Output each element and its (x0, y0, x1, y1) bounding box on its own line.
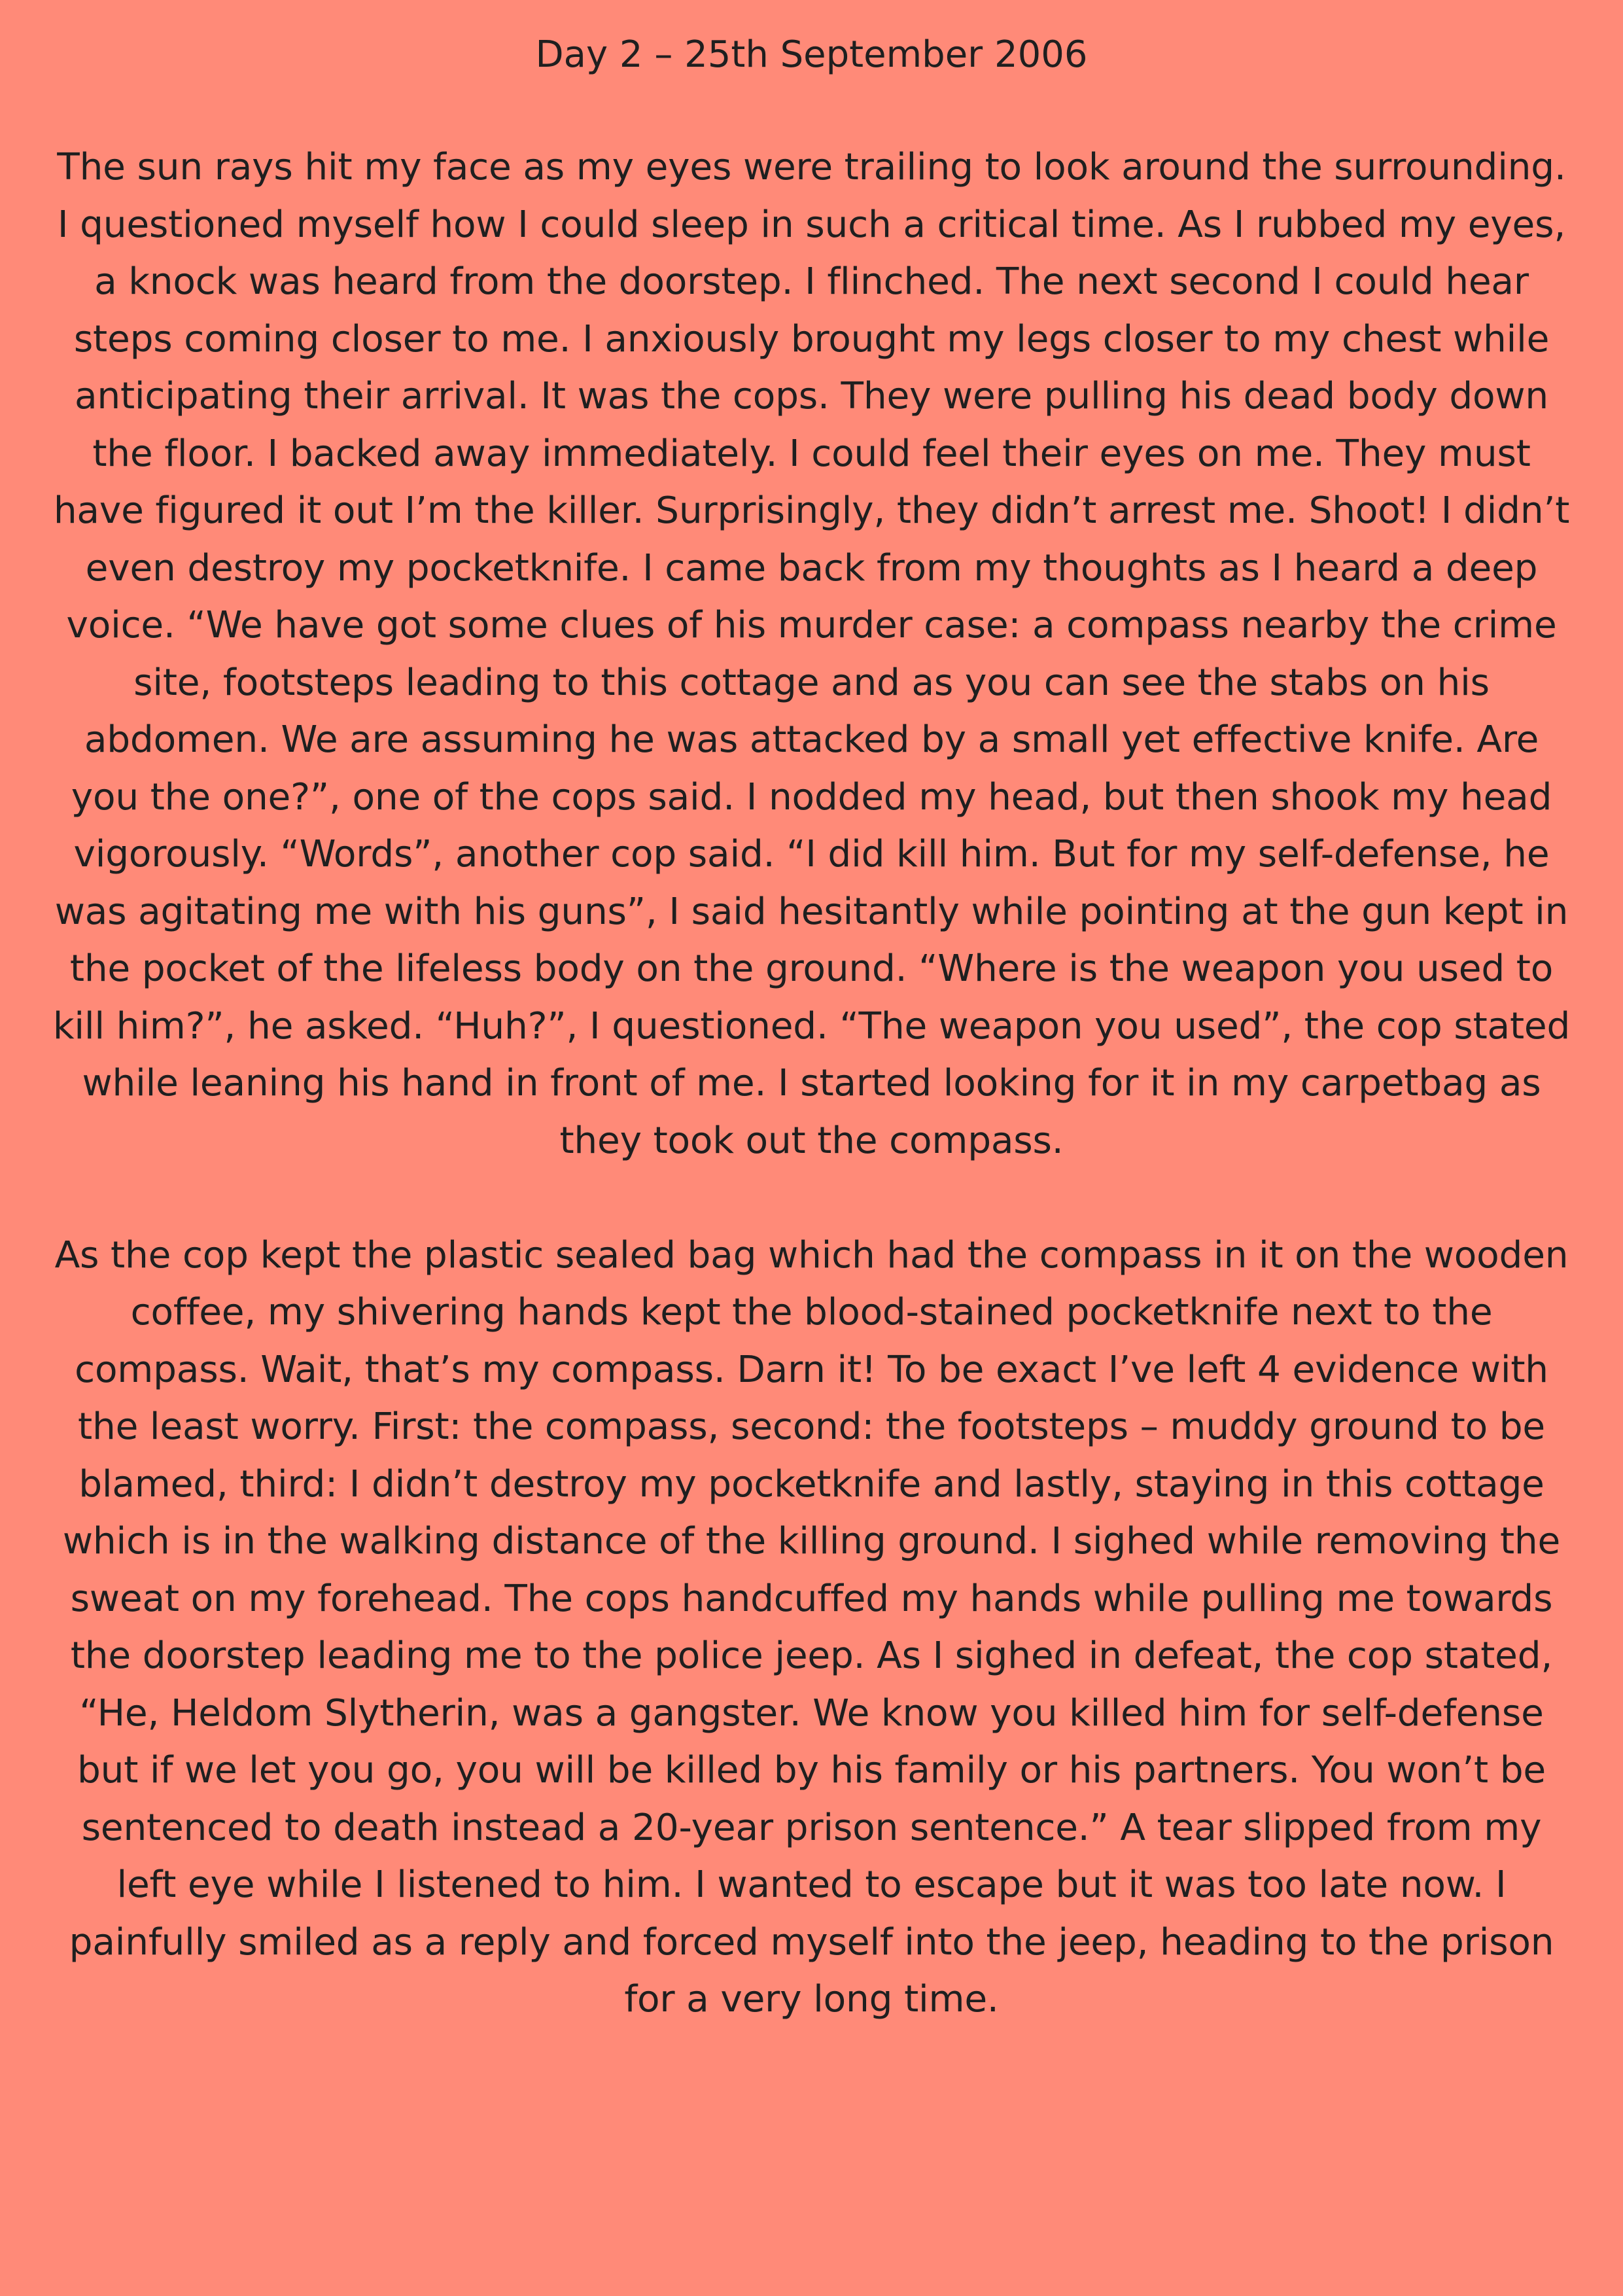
story-paragraph-2: As the cop kept the plastic sealed bag which had the compass in it on the wooden coffee, my shivering hands kept the blood-stained pocketknife next to the compass. Wait, that’s my compass. Darn it! To be exact I’ve left 4 evidence with the least worry. First: the compass, second: the footsteps – muddy ground to be blamed, third: I didn’t destroy my pocketknife and lastly, staying in this cottage which is in the walking distance of the killing ground. I sighed while removing the sweat on my forehead. The cops handcuffed my hands while pulling me towards the doorstep leading me to the police jeep. As I sighed in defeat, the cop stated, “He, Heldom Slytherin, was a gangster. We know you killed him for self-defense but if we let you go, you will be killed by his family or his partners. You won’t be sentenced to death instead a 20-year prison sentence.” A tear slipped from my left eye while I listened to him. I wanted to escape but it was too late now. I painfully smiled as a reply and forced myself into the jeep, heading to the prison for a very long time. (54, 1233, 1569, 2021)
page-title: Day 2 – 25th September 2006 (535, 33, 1088, 76)
story-paragraph-1: The sun rays hit my face as my eyes were trailing to look around the surrounding. I questioned myself how I could sleep in such a critical time. As I rubbed my eyes, a knock was heard from the doorstep. I flinched. The next second I could hear steps coming closer to me. I anxiously brought my legs closer to my chest while anticipating their arrival. It was the cops. They were pulling his dead body down the floor. I backed away immediately. I could feel their eyes on me. They must have figured it out I’m the killer. Surprisingly, they didn’t arrest me. Shoot! I didn’t even destroy my pocketknife. I came back from my thoughts as I heard a deep voice. “We have got some clues of his murder case: a compass nearby the crime site, footsteps leading to this cottage and as you can see the stabs on his abdomen. We are assuming he was attacked by a small yet effective knife. Are you the one?”, one of the cops said. I nodded my head, but then shook my head vigorously. “Words”, another cop said. “I did kill him. But for my self-defense, he was agitating me with his guns”, I said hesitantly while pointing at the gun kept in the pocket of the lifeless body on the ground. “Where is the weapon you used to kill him?”, he asked. “Huh?”, I questioned. “The weapon you used”, the cop stated while leaning his hand in front of me. I started looking for it in my carpetbag as they took out the compass. (52, 146, 1571, 1162)
